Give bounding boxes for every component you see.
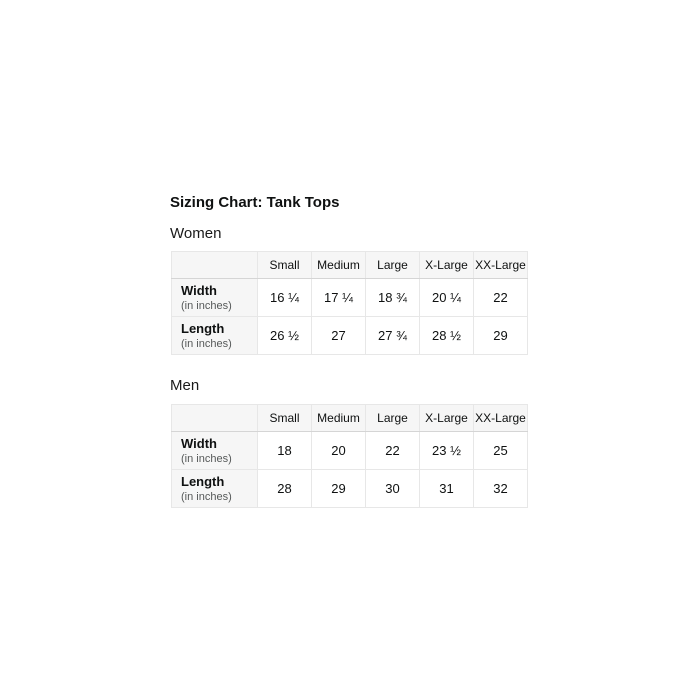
men-width-small: 18 xyxy=(258,432,312,470)
women-length-row xyxy=(172,317,528,355)
men-column-header-xxlarge: XX-Large xyxy=(474,405,528,432)
row-label-text: Length xyxy=(181,473,225,489)
men-length-xlarge: 31 xyxy=(420,470,474,508)
women-length-large: 27 ¾ xyxy=(366,317,420,355)
men-width-large: 22 xyxy=(366,432,420,470)
women-length-xxlarge: 29 xyxy=(474,317,528,355)
men-width-row-label xyxy=(172,432,258,470)
row-label-text: Width xyxy=(181,435,217,451)
women-sizing-table xyxy=(171,251,528,355)
women-width-row xyxy=(172,279,528,317)
women-column-header-xxlarge: XX-Large xyxy=(474,252,528,279)
row-label-unit: (in inches) xyxy=(181,490,232,503)
women-width-row-label xyxy=(172,279,258,317)
men-length-row-label xyxy=(172,470,258,508)
men-column-header-medium: Medium xyxy=(312,405,366,432)
men-column-header-large: Large xyxy=(366,405,420,432)
row-label-unit: (in inches) xyxy=(181,452,232,465)
page-title: Sizing Chart: Tank Tops xyxy=(170,194,340,211)
women-corner-cell xyxy=(172,252,258,279)
men-width-xxlarge: 25 xyxy=(474,432,528,470)
women-column-header-xlarge: X-Large xyxy=(420,252,474,279)
women-width-medium: 17 ¼ xyxy=(312,279,366,317)
men-corner-cell xyxy=(172,405,258,432)
women-length-medium: 27 xyxy=(312,317,366,355)
men-sizing-table xyxy=(171,404,528,508)
men-length-small: 28 xyxy=(258,470,312,508)
men-width-medium: 20 xyxy=(312,432,366,470)
row-label-text: Length xyxy=(181,320,225,336)
men-column-header-small: Small xyxy=(258,405,312,432)
men-length-large: 30 xyxy=(366,470,420,508)
men-length-row xyxy=(172,470,528,508)
women-width-xxlarge: 22 xyxy=(474,279,528,317)
women-column-header-small: Small xyxy=(258,252,312,279)
women-width-large: 18 ¾ xyxy=(366,279,420,317)
men-length-medium: 29 xyxy=(312,470,366,508)
women-length-small: 26 ½ xyxy=(258,317,312,355)
men-length-xxlarge: 32 xyxy=(474,470,528,508)
row-label-unit: (in inches) xyxy=(181,337,232,350)
section-heading-men: Men xyxy=(170,377,200,394)
row-label-unit: (in inches) xyxy=(181,299,232,312)
women-width-small: 16 ¼ xyxy=(258,279,312,317)
section-heading-women: Women xyxy=(170,225,222,242)
women-width-xlarge: 20 ¼ xyxy=(420,279,474,317)
men-width-xlarge: 23 ½ xyxy=(420,432,474,470)
row-label-text: Width xyxy=(181,282,217,298)
men-width-row xyxy=(172,432,528,470)
women-column-header-large: Large xyxy=(366,252,420,279)
women-length-xlarge: 28 ½ xyxy=(420,317,474,355)
women-length-row-label xyxy=(172,317,258,355)
women-header-row xyxy=(172,252,528,279)
men-header-row xyxy=(172,405,528,432)
women-column-header-medium: Medium xyxy=(312,252,366,279)
men-column-header-xlarge: X-Large xyxy=(420,405,474,432)
